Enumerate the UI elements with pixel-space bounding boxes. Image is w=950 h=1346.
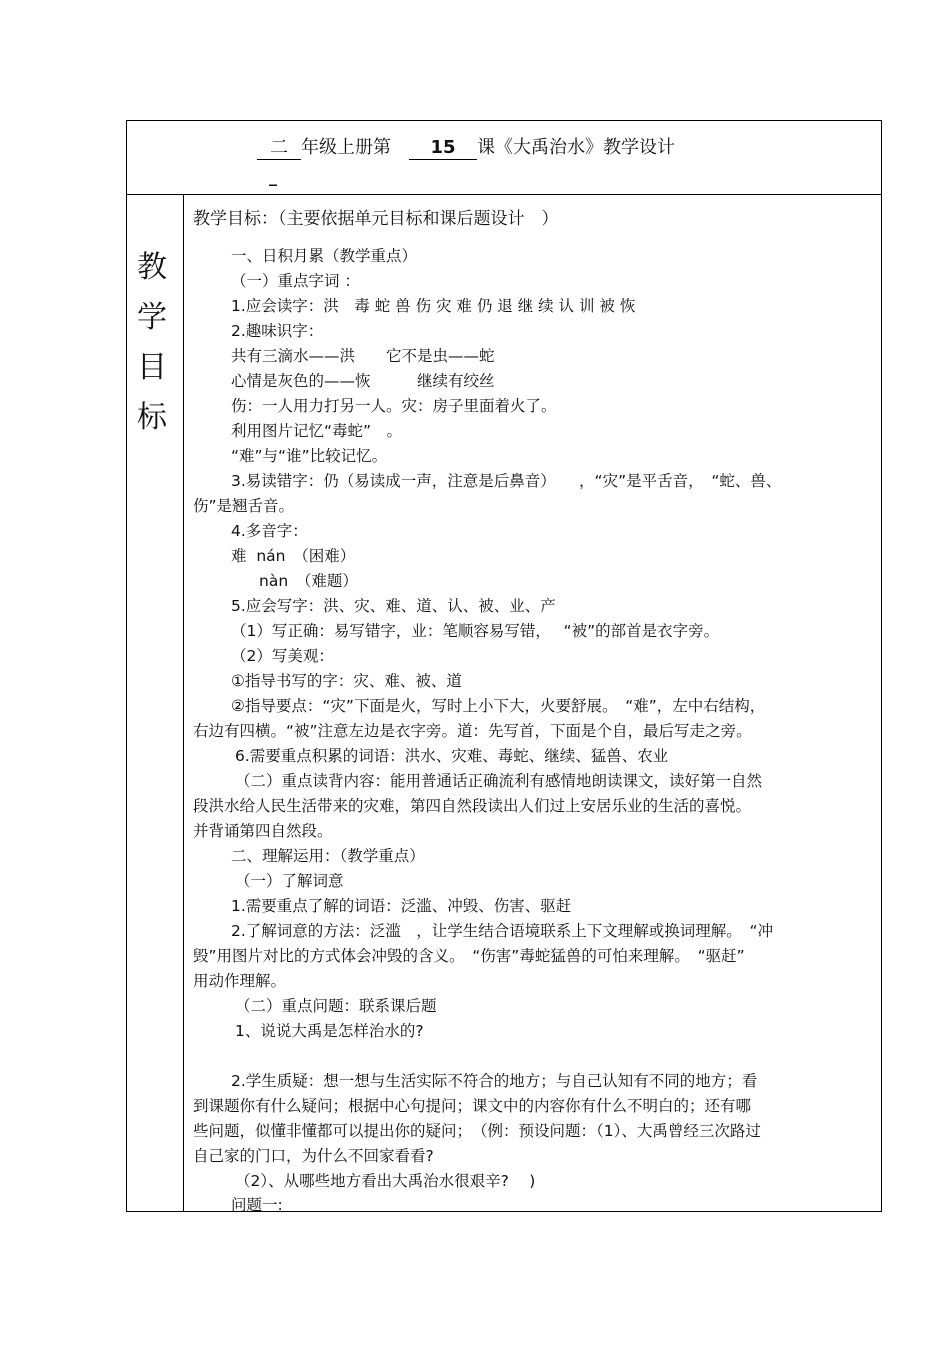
content-line: （二）重点读背内容：能用普通话正确流利有感情地朗读课文，读好第一自然 — [235, 772, 763, 790]
content-line: 利用图片记忆“毒蛇” 。 — [231, 422, 403, 440]
title-row — [127, 121, 881, 195]
content-line: ②指导要点：“灾”下面是火，写时上小下大，火要舒展。 “难”，左中右结构， — [231, 697, 766, 715]
content-line: 1、说说大禹是怎样治水的? — [235, 1022, 424, 1040]
title-text-lesson: 课《大禹治水》教学设计 — [477, 137, 675, 158]
content-line: nàn （难题） — [259, 572, 358, 590]
subsection-heading: （二）重点问题：联系课后题 — [235, 997, 437, 1015]
section-heading: 二、理解运用：（教学重点） — [231, 847, 425, 865]
section-label-char: 目 — [137, 350, 167, 385]
section-heading: 一、日积月累（教学重点） — [231, 247, 418, 265]
content-cell — [184, 195, 881, 1214]
content-line: 1.应会读字：洪 毒 蛇 兽 伤 灾 难 仍 退 继 续 认 训 被 恢 — [231, 297, 636, 315]
content-line: 2.学生质疑：想一想与生活实际不符合的地方；与自己认知有不同的地方；看 — [231, 1072, 758, 1090]
grade-field: 二 — [257, 137, 301, 160]
content-line: 些问题，似懂非懂都可以提出你的疑问； （例：预设问题：（1）、大禹曾经三次路过 — [193, 1122, 761, 1140]
objectives-heading: 教学目标：（主要依据单元目标和课后题设计 ） — [193, 209, 559, 229]
content-line: 6.需要重点积累的词语：洪水、灾难、毒蛇、继续、猛兽、农业 — [235, 747, 669, 765]
content-line: 共有三滴水——洪 它不是虫——蛇 — [231, 347, 495, 365]
content-line: 自己家的门口，为什么不回家看看? — [193, 1147, 434, 1165]
content-line: 3.易读错字：仍（易读成一声，注意是后鼻音） ，“灾”是平舌音， “蛇、兽、 — [231, 472, 782, 490]
content-line: 右边有四横。“被”注意左边是衣字旁。道：先写首，下面是个自，最后写走之旁。 — [193, 722, 752, 740]
subsection-heading: （一）重点字词 ： — [231, 272, 360, 290]
content-line: 4.多音字： — [231, 522, 308, 540]
content-line: 段洪水给人民生活带来的灾难，第四自然段读出人们过上安居乐业的生活的喜悦。 — [193, 797, 752, 815]
section-label-column — [127, 195, 184, 1211]
lesson-number-field: 15 — [409, 137, 477, 160]
page-title — [257, 133, 675, 160]
content-line: 1.需要重点了解的词语：泛滥、冲毁、伤害、驱赶 — [231, 897, 572, 915]
content-line: 问题一: — [231, 1196, 283, 1214]
content-line: 伤”是翘舌音。 — [193, 497, 295, 515]
content-line: 5.应会写字：洪、灾、难、道、认、被、业、产 — [231, 597, 556, 615]
content-line: （1）写正确：易写错字，业：笔顺容易写错， “被”的部首是衣字旁。 — [231, 622, 720, 640]
lesson-plan-table — [126, 120, 882, 1212]
content-line: 心情是灰色的——恢 继续有绞丝 — [231, 372, 495, 390]
section-label-char: 教 — [137, 250, 167, 285]
content-line: 并背诵第四自然段。 — [193, 822, 333, 840]
title-text-grade: 年级上册第 — [301, 137, 391, 158]
subsection-heading: （一）了解词意 — [235, 872, 344, 890]
content-line: ①指导书写的字：灾、难、被、道 — [231, 672, 462, 690]
content-line: 伤：一人用力打另一人。灾：房子里面着火了。 — [231, 397, 557, 415]
title-underscore: _ — [269, 167, 277, 186]
section-label-char: 学 — [137, 300, 167, 335]
content-line: “难”与“谁”比较记忆。 — [231, 447, 388, 465]
content-line: （2）写美观： — [231, 647, 334, 665]
content-line: （2）、从哪些地方看出大禹治水很艰辛? ) — [235, 1172, 536, 1190]
content-line: 难 nán （困难） — [231, 547, 356, 565]
content-line: 2.了解词意的方法：泛滥 ，让学生结合语境联系上下文理解或换词理解。 “冲 — [231, 922, 774, 940]
content-line: 用动作理解。 — [193, 972, 287, 990]
content-line: 2.趣味识字： — [231, 322, 324, 340]
content-line: 到课题你有什么疑问；根据中心句提问；课文中的内容你有什么不明白的；还有哪 — [193, 1097, 752, 1115]
content-line: 毁”用图片对比的方式体会冲毁的含义。 “伤害”毒蛇猛兽的可怕来理解。 “驱赶” — [193, 947, 745, 965]
section-label-char: 标 — [137, 400, 167, 435]
